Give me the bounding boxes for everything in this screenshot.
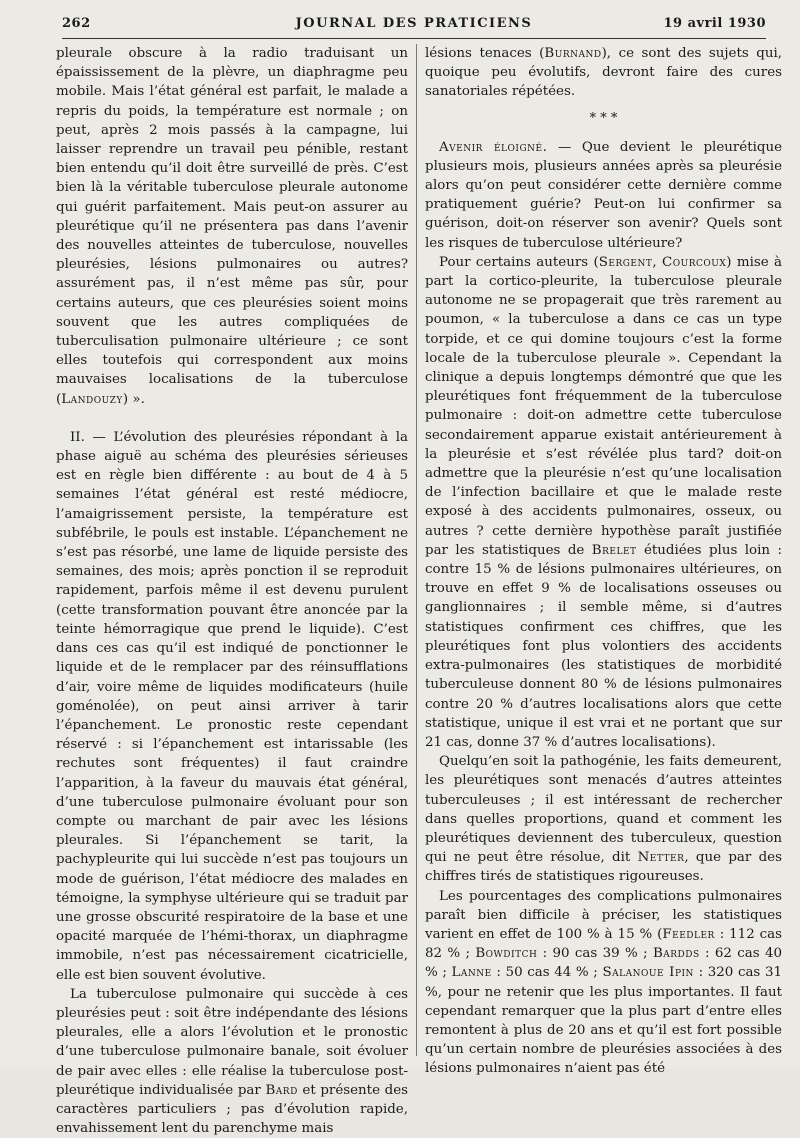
author-name: Lanne — [451, 965, 492, 981]
page-number: 262 — [62, 16, 91, 31]
running-header — [62, 12, 766, 39]
spacer — [56, 409, 408, 428]
author-name: Bard — [265, 1082, 298, 1098]
author-name: Brelet — [591, 542, 637, 558]
left-column — [56, 44, 417, 1137]
author-name: Feedler — [662, 926, 715, 942]
paragraph: pleurale obscure à la radio traduisant un épaississement de la plèvre, un diaphragme peu mobile. Mais l’état général est parfait, le malade a repris du poids, la température est normale ; on peut, après 2 mois passés à la campagne, lui laisser reprendre un travail peu pénible, restant bien entendu qu’il doit être surveillé de près. C’est bien là la véritable tuberculose pleurale autonome qui guérit parfaitement. Mais peut-on assurer au pleurétique qu’il ne présentera pas dans l’avenir des nouvelles atteintes de tuberculose, nouvelles pleurésies, lésions pulmonaires ou autres? assurément pas, il n’est même pas sûr, pour certains auteurs, que ces pleurésies soient moins souvent que les autres compliquées de tuberculisation pulmonaire ultérieure ; ce sont elles toutefois qui correspondent aux moins mauvaises localisations de la tuberculose (Landouzy) ». — [56, 46, 408, 407]
asterism: * * * — [589, 110, 618, 126]
author-name: Salanoue Ipin — [602, 965, 694, 981]
paragraph: lésions tenaces (Burnand), ce sont des sujets qui, quoique peu évolutifs, devront faire des cures sanatoriales répétées. — [425, 46, 782, 100]
section-heading: Avenir éloigné. — [439, 139, 548, 155]
paragraph: La tuberculose pulmonaire qui succède à ces pleurésies peut : soit être indépendante des lésions pleurales, elle a alors l’évolution et le pronostic d’une tuberculose pulmonaire banale, soit évoluer de pair avec elles : elle réalise la tuberculose post-pleurétique individualisée par Bard et présente des caractères particuliers ; pas d’évolution rapide, envahissement lent du parenchyme mais — [56, 986, 408, 1137]
paragraph: Les pourcentages des complications pulmonaires paraît bien difficile à préciser, les statistiques varient en effet de 100 % à 15 % (Feedler : 112 cas 82 % ; Bowditch : 90 cas 39 % ; Bardds : 62 cas 40 % ; Lanne : 50 cas 44 % ; Salanoue Ipin : 320 cas 31 %, pour ne retenir que les plus importantes. Il faut cependant remarquer que la plus part d’entre elles remontent à plus de 20 ans et qu’il est fort possible qu’un certain nombre de pleurésies associées à des lésions pulmonaires n’aient pas été — [425, 888, 782, 1077]
paragraph: Pour certains auteurs (Sergent, Courcoux) mise à part la cortico-pleurite, la tuberculose pleurale autonome ne se propagerait que très rarement au poumon, « la tuberculose a dans ce cas un type torpide, et ce qui domine toujours c’est la forme locale de la tuberculose pleurale ». Cependant la clinique a depuis longtemps démontré que que les pleurétiques font fréquemment de la tuberculose pulmonaire : doit-on admettre cette tuberculose secondairement apparue existait antérieurement à la pleurésie et s’est révélée plus tard? doit-on admettre que la pleurésie n’est qu’une localisation de l’infection bacillaire et que le malade reste exposé à des accidents pulmonaires, osseux, ou autres ? cette dernière hypothèse paraît justifiée par les statistiques de Brelet étudiées plus loin : contre 15 % de lésions pulmonaires ultérieures, on trouve en effet 9 % de localisations osseuses ou ganglionnaires ; il semble même, si d’autres statistiques confirment ces chiffres, que les pleurétiques font plus volontiers des accidents extra-pulmonaires (les statistiques de morbidité tuberculeuse donnent 80 % de lésions pulmonaires contre 20 % d’autres localisations alors que cette statistique, unique il est vrai et ne portant que sur 21 cas, donne 37 % d’autres localisations). — [425, 254, 783, 750]
journal-title: JOURNAL DES PRATICIENS — [295, 16, 533, 31]
author-name: Courcoux — [662, 254, 727, 270]
paragraph: Avenir éloigné. — Que devient le pleurétique plusieurs mois, plusieurs années après sa pleurésie alors qu’on peut considérer cette dernière comme pratiquement guérie? Peut-on lui confirmer sa guérison, doit-on réserver son avenir? Quels sont les risques de tuberculose ultérieure? — [425, 139, 783, 251]
issue-date: 19 avril 1930 — [663, 16, 766, 31]
author-name: Sergent — [598, 254, 653, 270]
paragraph: II. — L’évolution des pleurésies répondant à la phase aiguë au schéma des pleurésies sérieuses est en règle bien différente : au bout de 4 à 5 semaines l’état général est resté médiocre, l’amaigrissement persiste, la température est subfébrile, le pouls est instable. L’épanchement ne s’est pas résorbé, une lame de liquide persiste des semaines, des mois; après ponction il se reproduit rapidement, parfois même il est devenu purulent (cette transformation pouvant être anoncée par la teinte hémorragique que prend le liquide). C’est dans ces cas qu’il est indiqué de ponctionner le liquide et de le remplacer par des réinsufflations d’air, voire même de liquides modificateurs (huile goménolée), on peut ainsi arriver à tarir l’épanchement. Le pronostic reste cependant réservé : si l’épanchement est intarissable (les rechutes sont fréquentes) il faut craindre l’apparition, à la faveur du mauvais état général, d’une tuberculose pulmonaire évoluant pour son compte ou marchant de pair avec les lésions pleurales. Si l’épanchement se tarit, la pachypleurite qui lui succède n’est pas toujours un mode de guérison, l’état médiocre des malades en témoigne, la symphyse ultérieure qui se traduit par une grosse obscurité respiratoire de la base et une opacité marquée de l’hémi-thorax, un diaphragme immobile, n’est pas nécessairement cicatricielle, elle est bien souvent évolutive. — [56, 429, 408, 983]
author-name: Burnand — [544, 46, 602, 61]
right-column — [425, 44, 782, 1079]
paragraph: Quelqu’en soit la pathogénie, les faits demeurent, les pleurétiques sont menacés d’autres atteintes tuberculeuses ; il est intéressant de rechercher dans quelles proportions, quand et comment les pleurétiques deviennent des tuberculeux, question qui ne peut être résolue, dit Netter, que par des chiffres tirés de statistiques rigoureuses. — [425, 754, 782, 885]
author-name: Bowditch — [475, 946, 538, 962]
author-name: Landouzy — [61, 391, 123, 407]
author-name: Netter — [637, 850, 685, 866]
author-name: Bardds — [652, 946, 700, 962]
